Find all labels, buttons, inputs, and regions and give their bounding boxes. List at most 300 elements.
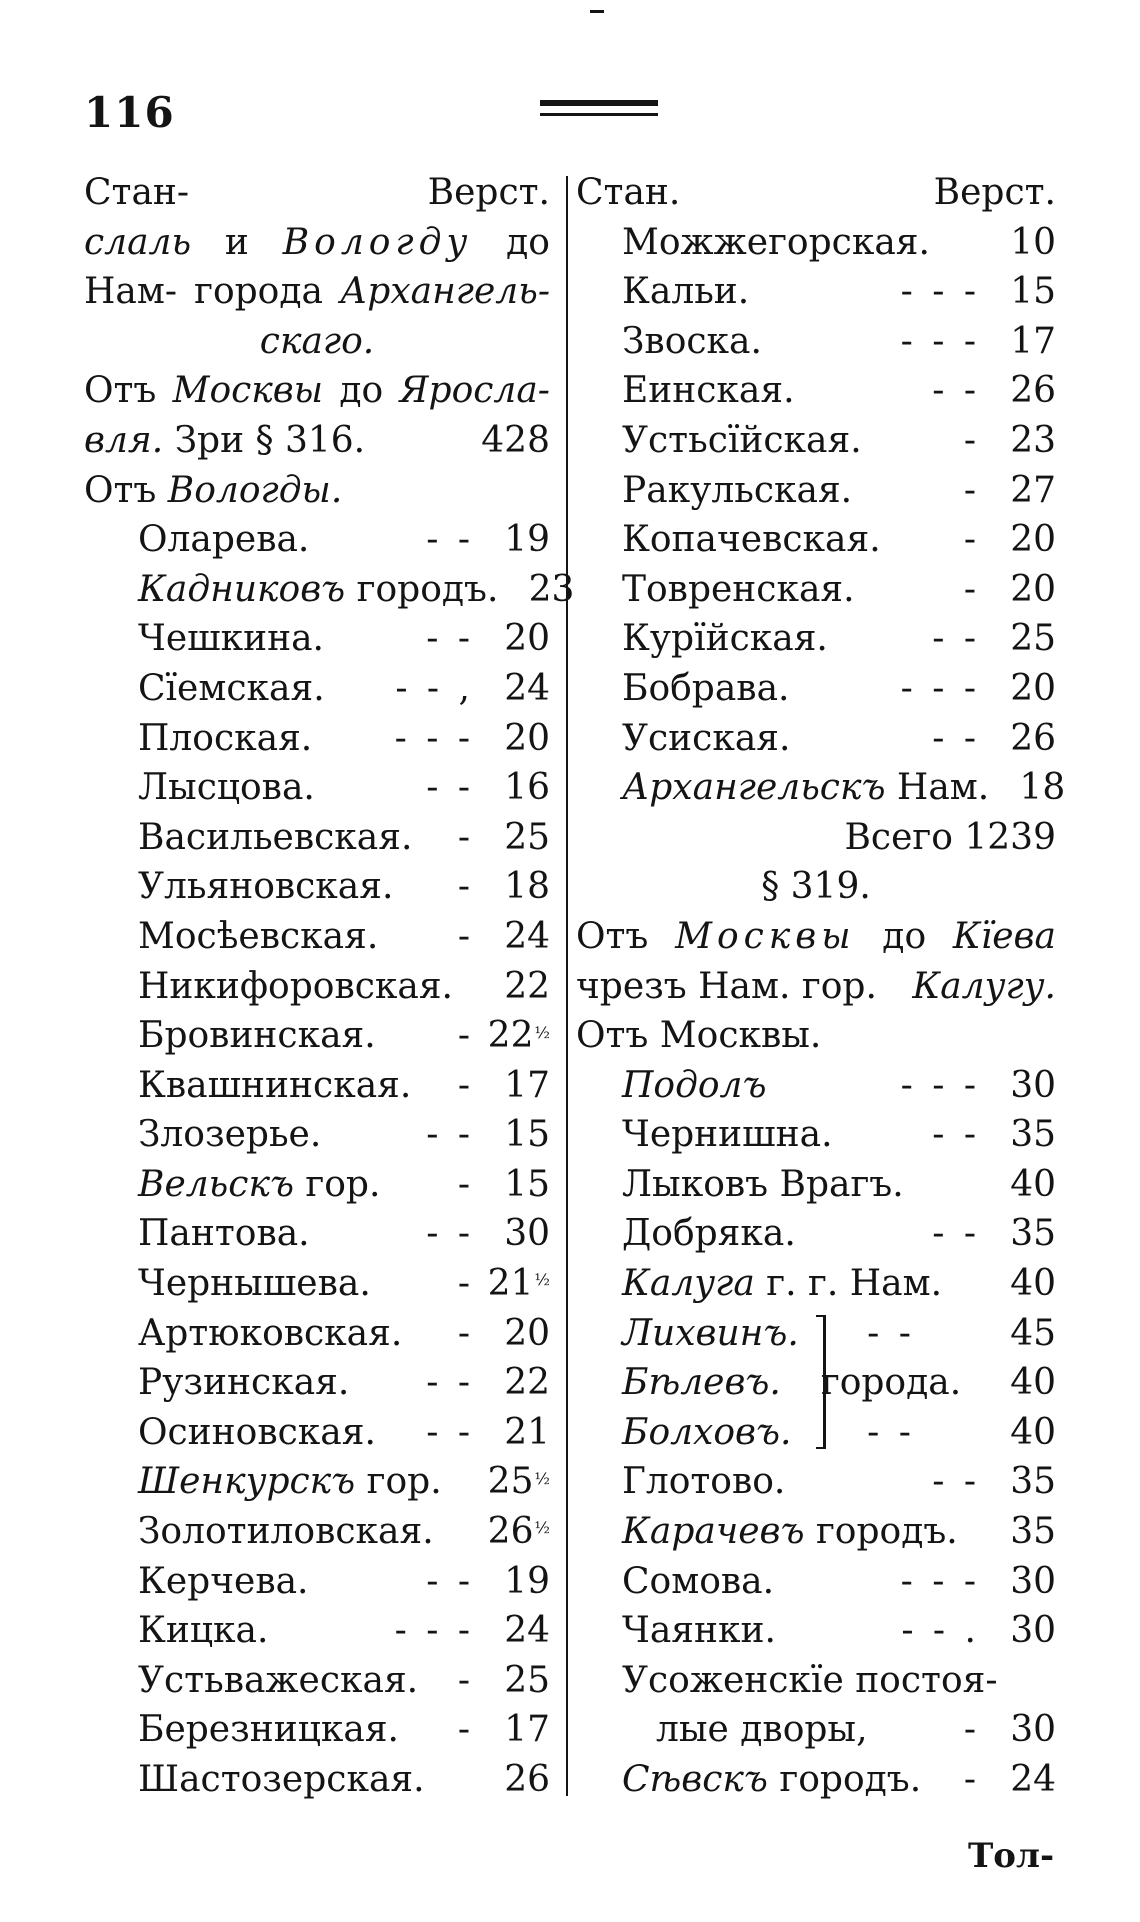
route-word: Отъ [84,469,157,511]
station-title: Мосѣевская. [138,915,379,957]
distance [486,1160,550,1210]
station-title: Ракульская. [622,469,853,511]
distance-value: 21 [487,1263,534,1305]
station-title: Бровинская. [138,1015,376,1057]
distance [486,664,550,714]
header-stations: Стан- [84,172,190,213]
distance-value: 30 [1010,1610,1056,1652]
leader-dots: - [963,469,980,511]
right-station-list-3 [576,1457,1056,1655]
station-row [622,267,1056,317]
station-title: Звоска. [622,320,762,362]
station-name [622,267,749,317]
station-title: Устьсїйская. [622,419,862,461]
distance-value: 26 [487,1511,534,1553]
distance-value: 27 [1010,469,1056,511]
station-row [84,664,550,714]
distance [510,565,574,615]
station-title: Копачевская. [622,519,881,561]
distance [486,1110,550,1160]
route-place: Москвы [675,915,856,957]
distance-value: 15 [1010,271,1056,313]
station-title: Осиновская. [138,1411,376,1453]
station-name [622,1110,833,1160]
distance [486,1557,550,1607]
leader-dots: - - [932,1461,980,1503]
distance [992,1160,1056,1210]
right-station-list-2 [576,1061,1056,1259]
distance-value: 30 [504,1213,550,1255]
station-name [138,1557,309,1607]
station-row [84,962,550,1012]
intro-place: Вологду [282,221,473,263]
leader-dots: - [457,1709,474,1751]
station-name [622,565,855,615]
station-row [84,813,550,863]
station-name [138,565,498,615]
distance [992,1061,1056,1111]
bracket-rows [622,1309,1056,1458]
distance-value: 16 [504,767,550,809]
station-row [84,1705,550,1755]
from-vologda-line [84,466,550,516]
distance-value: 20 [1010,568,1056,610]
distance [992,218,1056,268]
station-name [138,813,412,863]
station-title: Березницкая. [138,1709,399,1751]
kaluga-line [576,1259,1056,1309]
distance-value: 17 [504,1709,550,1751]
usozhenskie-line-1: Усоженскїе постоя- [622,1659,998,1701]
distance [486,962,550,1012]
leader-dots: - - [867,1312,915,1354]
station-name [138,515,309,565]
leader-dots: - - - [900,320,980,362]
distance [486,763,550,813]
station-name [138,912,378,962]
leader-dots: - - [426,618,474,660]
leader-dots: - [963,568,980,610]
distance: 40 [1010,1362,1056,1404]
intro-word: Нам- [84,271,178,313]
station-row [622,664,1056,714]
distance: 428 [481,419,550,461]
distance-value: 17 [1010,320,1056,362]
station-row [84,1557,550,1607]
page-number: 116 [84,88,175,137]
route-text [84,416,365,466]
station-row [84,1408,550,1458]
station-name [622,664,789,714]
leader-dots: - - [426,1411,474,1453]
station-row [84,565,575,615]
distance [486,1209,550,1259]
station-row [84,912,550,962]
distance [486,1309,550,1359]
leader-dots: - [457,1263,474,1305]
station-row [84,1011,550,1061]
intro-line-1 [84,218,550,268]
station-name [138,1061,411,1111]
station-name [622,1160,904,1210]
station-title: Сомова. [622,1560,775,1602]
station-row [622,1358,1056,1408]
station-title: Васильевская. [138,816,413,858]
station-note: г. г. Нам. [766,1263,943,1305]
station-row [622,1160,1056,1210]
station-row [622,1309,1056,1359]
distance [486,862,550,912]
distance [992,317,1056,367]
station-title: Керчева. [138,1560,309,1602]
distance-value: 23 [528,568,575,610]
leader-dots: - [963,1759,980,1800]
station-name [622,1061,766,1111]
station-row [622,1606,1056,1656]
station-row [622,515,1056,565]
intro-word: города [194,271,323,313]
station-name [138,1457,442,1507]
station-name [622,466,852,516]
leader-dots: - [457,1163,474,1205]
station-row [622,1110,1056,1160]
distance [486,1507,550,1557]
leader-dots: - - - [394,717,474,759]
station-note: гор. [366,1461,442,1503]
header-stations: Стан. [576,172,681,213]
station-name [138,1358,349,1408]
distance: 30 [1010,1709,1056,1751]
distance [486,813,550,863]
station-title: Шастозерская. [138,1759,425,1800]
distance: 24 [1010,1759,1056,1800]
intro-word: до [506,221,550,263]
distance [992,267,1056,317]
station-row [84,1457,550,1507]
distance [992,1557,1056,1607]
bracket-label: города. [820,1362,962,1404]
station-name [622,1606,776,1656]
distance [992,1507,1056,1557]
station-name [622,1507,958,1557]
station-title: Ульяновская. [138,866,394,908]
leader-dots: - - - [900,1560,980,1602]
distance-fraction: ½ [534,1022,550,1042]
station-title: Чернишна. [622,1114,833,1156]
distance [992,466,1056,516]
station-row [622,614,1056,664]
distance-fraction: ½ [534,1468,550,1488]
route-place: Калугу. [912,965,1056,1007]
station-name [138,664,325,714]
distance-value: 21 [504,1411,550,1453]
leader-dots: - [963,419,980,461]
header-versts: Верст. [933,172,1056,213]
station-row [84,1160,550,1210]
station-row [84,1358,550,1408]
leader-dots: - - [867,1411,915,1453]
station-title: Пантова. [138,1213,310,1255]
distance-value: 20 [504,717,550,759]
station-title: Товренская. [622,568,855,610]
station-name [622,416,862,466]
distance [486,515,550,565]
station-title: Кальи. [622,271,750,313]
station-row [622,466,1056,516]
station-row [622,1557,1056,1607]
column-divider [566,176,568,1796]
header-versts: Верст. [427,172,550,213]
station-note: Нам. [896,767,990,809]
distance: 40 [1010,1263,1056,1305]
distance-value: 22 [487,1015,534,1057]
station-title: Усиская. [622,717,791,759]
distance [486,1705,550,1755]
distance-value: 26 [1010,717,1056,759]
intro-word: слаль [84,221,192,263]
station-town: Архангельскъ [622,767,886,809]
station-name [622,1209,796,1259]
leader-dots: - - . [901,1610,980,1652]
station-row [622,1408,1056,1458]
station-name [622,366,795,416]
station-title: Вельскъ [138,1163,294,1205]
station-name: Болховъ. [622,1411,792,1453]
station-title: Карачевъ [622,1511,805,1553]
distance [992,416,1056,466]
leader-dots: - - - [900,1064,980,1106]
route-total: Всего 1239 [844,816,1056,858]
distance-value: 24 [504,667,550,709]
leader-dots: - - [426,1114,474,1156]
station-title: Глотово. [622,1461,786,1503]
leader-dots: - [457,866,474,908]
distance-value: 20 [504,1312,550,1354]
distance-value: 15 [504,1163,550,1205]
distance-value: 30 [1010,1064,1056,1106]
distance [486,614,550,664]
leader-dots: - - [932,1114,980,1156]
station-title: Подолъ [622,1064,767,1106]
right-column-header [576,168,1056,218]
station-row [622,565,1056,615]
distance [486,714,550,764]
distance [992,614,1056,664]
distance-value: 20 [1010,519,1056,561]
station-row [84,515,550,565]
leader-dots: - - - [900,271,980,313]
station-name [622,614,828,664]
station-title: Квашнинская. [138,1064,412,1106]
station-row [84,1755,550,1805]
station-row [84,714,550,764]
leader-dots: - - [426,519,474,561]
catchword: Тол- [968,1836,1055,1876]
station-note: городъ. [815,1511,958,1553]
leader-dots: - [457,1015,474,1057]
station-name [622,714,790,764]
station-name [138,763,315,813]
station-name [622,515,881,565]
section-ref: Зри § 316. [174,419,366,461]
leader-dots: - - [932,1213,980,1255]
station-name [138,1755,425,1805]
distance [992,714,1056,764]
station-name [622,1259,942,1309]
leader-dots: - [457,1312,474,1354]
station-note: городъ. [356,568,499,610]
route-place: Вологды. [167,469,343,511]
leader-dots: - [457,1659,474,1701]
leader-dots: - - [426,767,474,809]
distance [486,1358,550,1408]
route-word: до [882,915,927,957]
leader-dots: - - [932,618,980,660]
distance-value: 25 [504,816,550,858]
station-title: Кицка. [138,1610,269,1652]
distance-value: 24 [504,915,550,957]
distance [992,1110,1056,1160]
distance-value: 35 [1010,1511,1056,1553]
station-name: Бѣлевъ. [622,1362,781,1404]
distance-value: 17 [504,1064,550,1106]
station-name [138,714,312,764]
route-word: Отъ [84,370,157,412]
distance-value: 15 [504,1114,550,1156]
route-place: Кїева [952,915,1056,957]
station-row [84,1209,550,1259]
station-note: городъ. [779,1759,922,1800]
distance [486,1408,550,1458]
station-name [138,614,324,664]
station-row [84,862,550,912]
leader-dots: - - [426,1362,474,1404]
distance [992,366,1056,416]
distance: 45 [1010,1312,1056,1354]
section-heading: § 319. [761,866,871,908]
distance-value: 25 [487,1461,534,1503]
station-row [622,1457,1056,1507]
arkhangelsk-line [576,763,1066,813]
station-name [622,1457,785,1507]
distance-value: 25 [504,1659,550,1701]
distance-fraction: ½ [534,1270,550,1290]
station-row [622,1061,1056,1111]
station-row [622,416,1056,466]
distance [486,912,550,962]
left-column-header [84,168,550,218]
distance-value: 18 [504,866,550,908]
right-column [576,168,1066,1805]
distance-value: 22 [504,1362,550,1404]
route-line-3: Отъ Москвы. [576,1015,822,1057]
route-line-1 [576,912,1056,962]
station-name [138,1110,321,1160]
station-title: Чаянки. [622,1610,776,1652]
distance [486,1011,550,1061]
station-name [138,862,393,912]
station-name [138,1259,371,1309]
station-title: Золотиловская. [138,1511,434,1553]
station-title: Сїемская. [138,667,325,709]
station-row [84,1309,550,1359]
distance-value: 19 [504,519,550,561]
distance-value: 25 [1010,618,1056,660]
station-row [84,1061,550,1111]
station-row [84,763,550,813]
distance-value: 26 [504,1759,550,1800]
distance [486,1061,550,1111]
distance-value: 24 [504,1610,550,1652]
station-name [138,1309,402,1359]
station-name [138,1705,399,1755]
station-title: Бобрава. [622,667,790,709]
station-title: Никифоровская. [138,965,453,1007]
station-name [138,1011,376,1061]
station-title: Шенкурскъ [138,1461,356,1503]
distance [992,1457,1056,1507]
distance: 40 [1010,1411,1056,1453]
distance-value: 35 [1010,1461,1056,1503]
station-row [622,1209,1056,1259]
station-name [622,1755,921,1805]
intro-word: и [224,221,249,263]
route-word: до [339,370,384,412]
leader-dots: - [963,1709,980,1751]
station-title: Артюковская. [138,1312,403,1354]
route-place: Москвы [172,370,324,412]
station-row [84,1507,550,1557]
station-row [84,1656,550,1706]
station-row [622,218,1056,268]
station-row [84,1606,550,1656]
station-title: Чернышева. [138,1263,371,1305]
route-line-2 [576,962,1056,1012]
station-title: Можжегорская. [622,221,930,263]
leader-dots: - [457,816,474,858]
leader-dots: - - , [395,667,474,709]
distance [992,565,1056,615]
route-place: вля. [84,419,164,461]
station-name [138,1160,380,1210]
station-name [138,1656,418,1706]
distance-value: 35 [1010,1114,1056,1156]
from-moscow-line [84,366,550,416]
station-row [622,366,1056,416]
station-name [138,1606,268,1656]
distance [992,1606,1056,1656]
leader-dots: - - [932,717,980,759]
station-note: гор. [305,1163,381,1205]
intro-line-2 [84,267,550,317]
leader-dots: - - [426,1213,474,1255]
leader-dots: - [457,1064,474,1106]
sevsk-line [576,1755,1056,1805]
station-name: Лихвинъ. [622,1312,799,1354]
station-name [138,1507,434,1557]
leader-dots: - - [426,1560,474,1602]
distance-value: 26 [1010,370,1056,412]
yaroslavl-line [84,416,550,466]
station-title: Чешкина. [138,618,324,660]
station-title: Еинская. [622,370,795,412]
distance-value: 23 [1010,419,1056,461]
station-name [622,763,989,813]
station-name [138,962,453,1012]
station-title: Плоская. [138,717,313,759]
station-name [622,218,930,268]
station-title: Лысцова. [138,767,315,809]
